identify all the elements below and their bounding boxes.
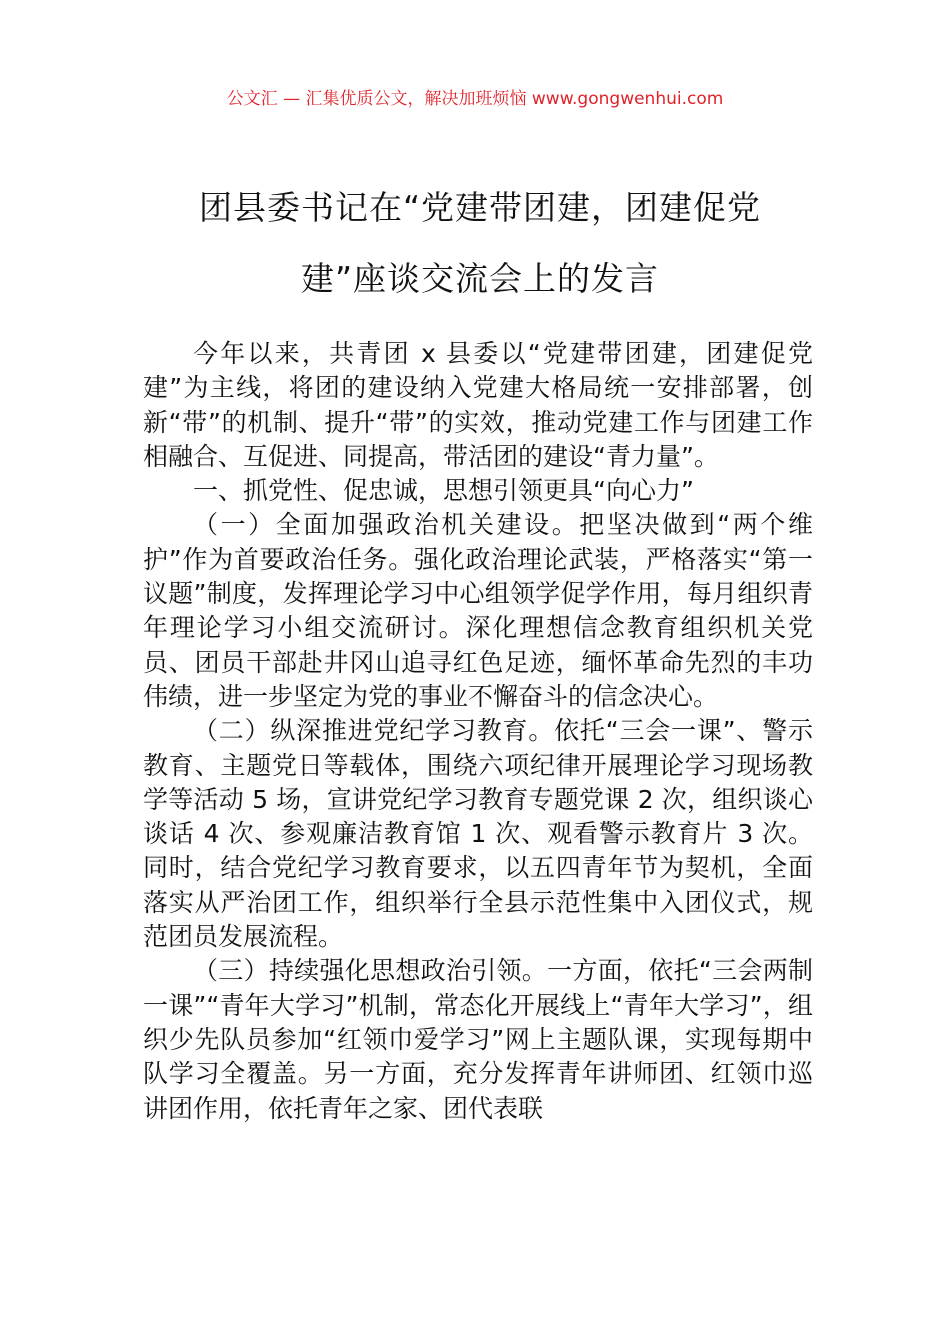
intro-paragraph: 今年以来，共青团 x 县委以“党建带团建，团建促党建”为主线，将团的建设纳入党建大格局统一安排部署，创新“带”的机制、提升“带”的实效，推动党建工作与团建工作相融合、互促进、同提高，带活团的建设“青力量”。 [143, 339, 813, 471]
document-body [143, 337, 813, 1126]
subsection-paragraph-1: （一）全面加强政治机关建设。把坚决做到“两个维护”作为首要政治任务。强化政治理论武装，严格落实“第一议题”制度，发挥理论学习中心组领学促学作用，每月组织青年理论学习小组交流研讨。深化理想信念教育组织机关党员、团员干部赴井冈山追寻红色足迹，缅怀革命先烈的丰功伟绩，进一步坚定为党的事业不懈奋斗的信念决心。 [143, 510, 813, 711]
subsection-paragraph-3: （三）持续强化思想政治引领。一方面，依托“三会两制一课”“青年大学习”机制，常态化开展线上“青年大学习”，组织少先队员参加“红领巾爱学习”网上主题队课，实现每期中队学习全覆盖。另一方面，充分发挥青年讲师团、红领巾巡讲团作用，依托青年之家、团代表联 [143, 956, 813, 1123]
section-heading-1: 一、抓党性、促忠诚，思想引领更具“向心力” [193, 476, 694, 506]
subsection-paragraph-2: （二）纵深推进党纪学习教育。依托“三会一课”、警示教育、主题党日等载体，围绕六项纪律开展理论学习现场教学等活动 5 场，宣讲党纪学习教育专题党课 2 次，组织谈心谈话 4 次、参观廉洁教育馆 1 次、观看警示教育片 3 次。同时，结合党纪学习教育要求，以五四青年节为契机，全面落实从严治团工作，组织举行全县示范性集中入团仪式，规范团员发展流程。 [143, 716, 813, 952]
site-banner: 公文汇 — 汇集优质公文，解决加班烦恼 www.gongwenhui.com [226, 89, 724, 109]
document-title: 团县委书记在“党建带团建，团建促党建”座谈交流会上的发言 [198, 188, 762, 298]
